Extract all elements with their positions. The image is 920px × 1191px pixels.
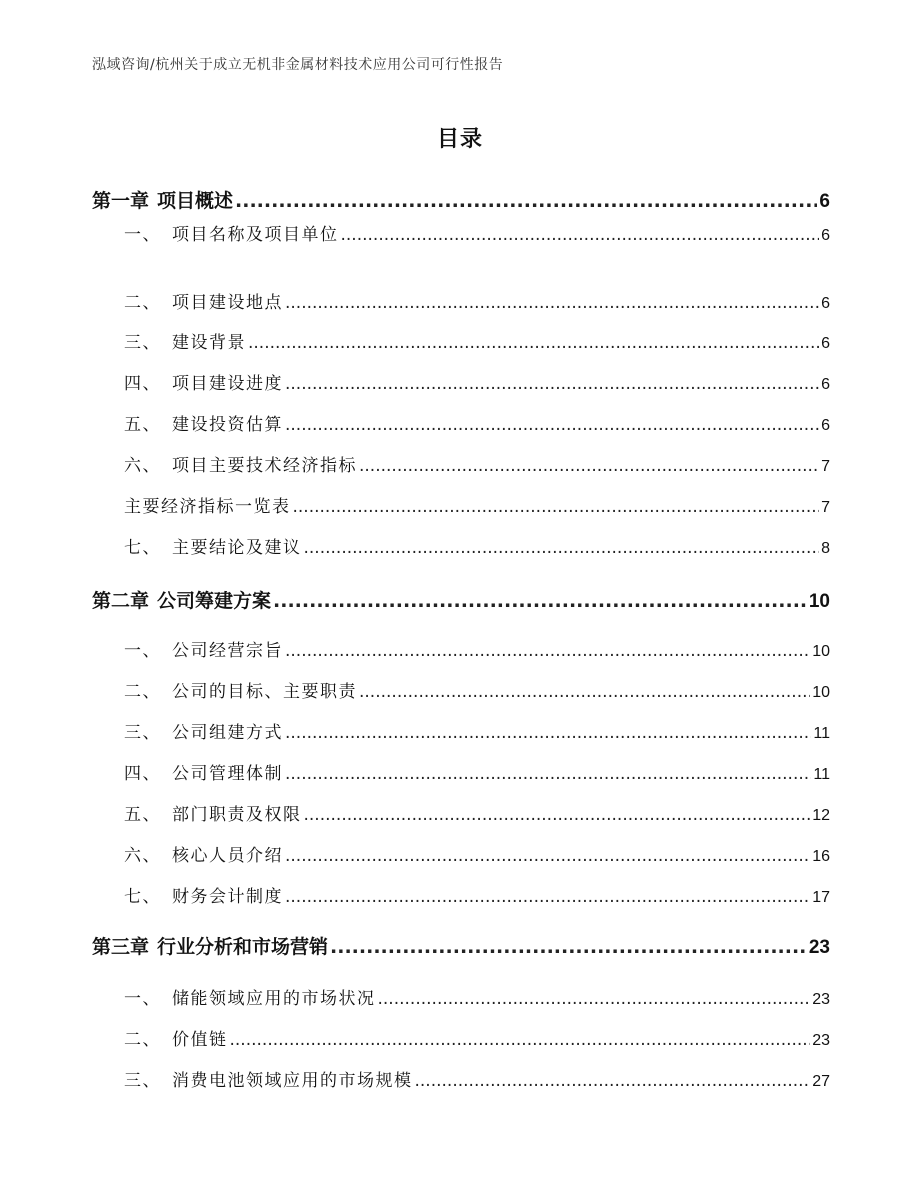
toc-entry-label: 消费电池领域应用的市场规模: [172, 1071, 413, 1091]
toc-entry-page-number: 6: [821, 376, 830, 393]
toc-leader-dots: [378, 989, 811, 1009]
toc-entry-number: 四、: [124, 374, 161, 394]
toc-leader-dots: [285, 846, 810, 866]
toc-section-entry[interactable]: [124, 288, 830, 313]
toc-entry-page-number: 6: [821, 227, 830, 244]
toc-leader-dots: [230, 1030, 811, 1050]
toc-section-entry[interactable]: [124, 800, 830, 825]
toc-leader-dots: [285, 415, 819, 435]
toc-entry-page-number: 27: [812, 1073, 830, 1090]
toc-entry-label: 公司组建方式: [172, 723, 283, 743]
toc-entry-number: 六、: [124, 846, 161, 866]
toc-section-entry[interactable]: [124, 220, 830, 245]
toc-leader-dots: [248, 333, 819, 353]
toc-section-entry[interactable]: [124, 533, 830, 558]
toc-leader-dots: [415, 1071, 811, 1091]
toc-entry-number: 一、: [124, 641, 161, 661]
toc-leader-dots: [341, 225, 820, 245]
toc-entry-number: 四、: [124, 764, 161, 784]
toc-entry-label: 公司的目标、主要职责: [172, 682, 357, 702]
toc-entry-page-number: 7: [821, 458, 830, 475]
toc-entry-number: 第一章: [92, 190, 150, 212]
toc-entry-number: 二、: [124, 682, 161, 702]
toc-leader-dots: [285, 293, 819, 313]
toc-entry-number: 五、: [124, 415, 161, 435]
toc-section-entry[interactable]: [124, 984, 830, 1009]
toc-section-entry[interactable]: [124, 718, 830, 743]
toc-entry-page-number: 7: [821, 499, 830, 516]
toc-entry-label: 项目建设进度: [172, 374, 283, 394]
toc-entry-page-number: 23: [812, 991, 830, 1008]
toc-leader-dots: [285, 764, 811, 784]
toc-entry-label: 建设投资估算: [172, 415, 283, 435]
toc-section-entry[interactable]: [124, 369, 830, 394]
running-header: 泓域咨询/杭州关于成立无机非金属材料技术应用公司可行性报告: [92, 57, 504, 73]
toc-entry-label: 主要经济指标一览表: [124, 497, 291, 517]
toc-leader-dots: [235, 190, 817, 212]
toc-section-entry[interactable]: [124, 492, 830, 517]
toc-section-entry[interactable]: [124, 1066, 830, 1091]
toc-entry-page-number: 16: [812, 848, 830, 865]
toc-entry-number: 七、: [124, 538, 161, 558]
toc-leader-dots: [304, 538, 820, 558]
toc-entry-label: 公司管理体制: [172, 764, 283, 784]
toc-entry-page-number: 11: [813, 766, 830, 783]
toc-section-entry[interactable]: [124, 1025, 830, 1050]
toc-entry-page-number: 23: [812, 1032, 830, 1049]
toc-entry-number: 二、: [124, 1030, 161, 1050]
toc-leader-dots: [293, 497, 820, 517]
toc-entry-page-number: 10: [808, 591, 830, 612]
toc-leader-dots: [359, 456, 819, 476]
toc-entry-number: 三、: [124, 723, 161, 743]
toc-entry-number: 第二章: [92, 590, 150, 612]
toc-entry-label: 公司筹建方案: [157, 590, 272, 612]
toc-entry-page-number: 11: [813, 725, 830, 742]
toc-entry-number: 二、: [124, 293, 161, 313]
toc-entry-page-number: 10: [812, 684, 830, 701]
toc-section-entry[interactable]: [124, 328, 830, 353]
toc-leader-dots: [285, 641, 810, 661]
toc-chapter-entry[interactable]: [92, 932, 830, 959]
toc-leader-dots: [304, 805, 811, 825]
toc-section-entry[interactable]: [124, 841, 830, 866]
toc-entry-page-number: 8: [821, 540, 830, 557]
toc-entry-number: 一、: [124, 225, 161, 245]
toc-entry-label: 项目建设地点: [172, 293, 283, 313]
toc-entry-label: 公司经营宗旨: [172, 641, 283, 661]
toc-entry-page-number: 6: [819, 191, 830, 212]
toc-entry-page-number: 6: [821, 295, 830, 312]
toc-leader-dots: [285, 723, 811, 743]
toc-leader-dots: [285, 374, 819, 394]
toc-section-entry[interactable]: [124, 451, 830, 476]
toc-entry-label: 主要结论及建议: [172, 538, 302, 558]
toc-entry-label: 价值链: [172, 1030, 228, 1050]
toc-entry-page-number: 6: [821, 417, 830, 434]
toc-entry-number: 一、: [124, 989, 161, 1009]
toc-section-entry[interactable]: [124, 636, 830, 661]
toc-section-entry[interactable]: [124, 410, 830, 435]
toc-entry-label: 部门职责及权限: [172, 805, 302, 825]
toc-section-entry[interactable]: [124, 882, 830, 907]
toc-entry-page-number: 17: [812, 889, 830, 906]
toc-entry-number: 三、: [124, 1071, 161, 1091]
toc-entry-label: 核心人员介绍: [172, 846, 283, 866]
toc-entry-number: 七、: [124, 887, 161, 907]
toc-leader-dots: [359, 682, 810, 702]
toc-leader-dots: [273, 590, 807, 612]
toc-chapter-entry[interactable]: [92, 186, 830, 213]
toc-entry-number: 三、: [124, 333, 161, 353]
toc-entry-page-number: 6: [821, 335, 830, 352]
toc-entry-page-number: 12: [812, 807, 830, 824]
toc-section-entry[interactable]: [124, 677, 830, 702]
toc-entry-number: 第三章: [92, 936, 150, 958]
toc-entry-page-number: 10: [812, 643, 830, 660]
toc-entry-number: 六、: [124, 456, 161, 476]
toc-entry-label: 建设背景: [172, 333, 246, 353]
toc-chapter-entry[interactable]: [92, 586, 830, 613]
toc-entry-label: 项目概述: [157, 190, 234, 212]
toc-leader-dots: [285, 887, 810, 907]
toc-title: 目录: [436, 127, 483, 152]
toc-entry-number: 五、: [124, 805, 161, 825]
toc-entry-page-number: 23: [808, 937, 830, 958]
toc-section-entry[interactable]: [124, 759, 830, 784]
toc-leader-dots: [330, 936, 807, 958]
toc-entry-label: 储能领域应用的市场状况: [172, 989, 376, 1009]
toc-entry-label: 项目主要技术经济指标: [172, 456, 357, 476]
toc-entry-label: 项目名称及项目单位: [172, 225, 339, 245]
toc-entry-label: 行业分析和市场营销: [157, 936, 329, 958]
toc-entry-label: 财务会计制度: [172, 887, 283, 907]
